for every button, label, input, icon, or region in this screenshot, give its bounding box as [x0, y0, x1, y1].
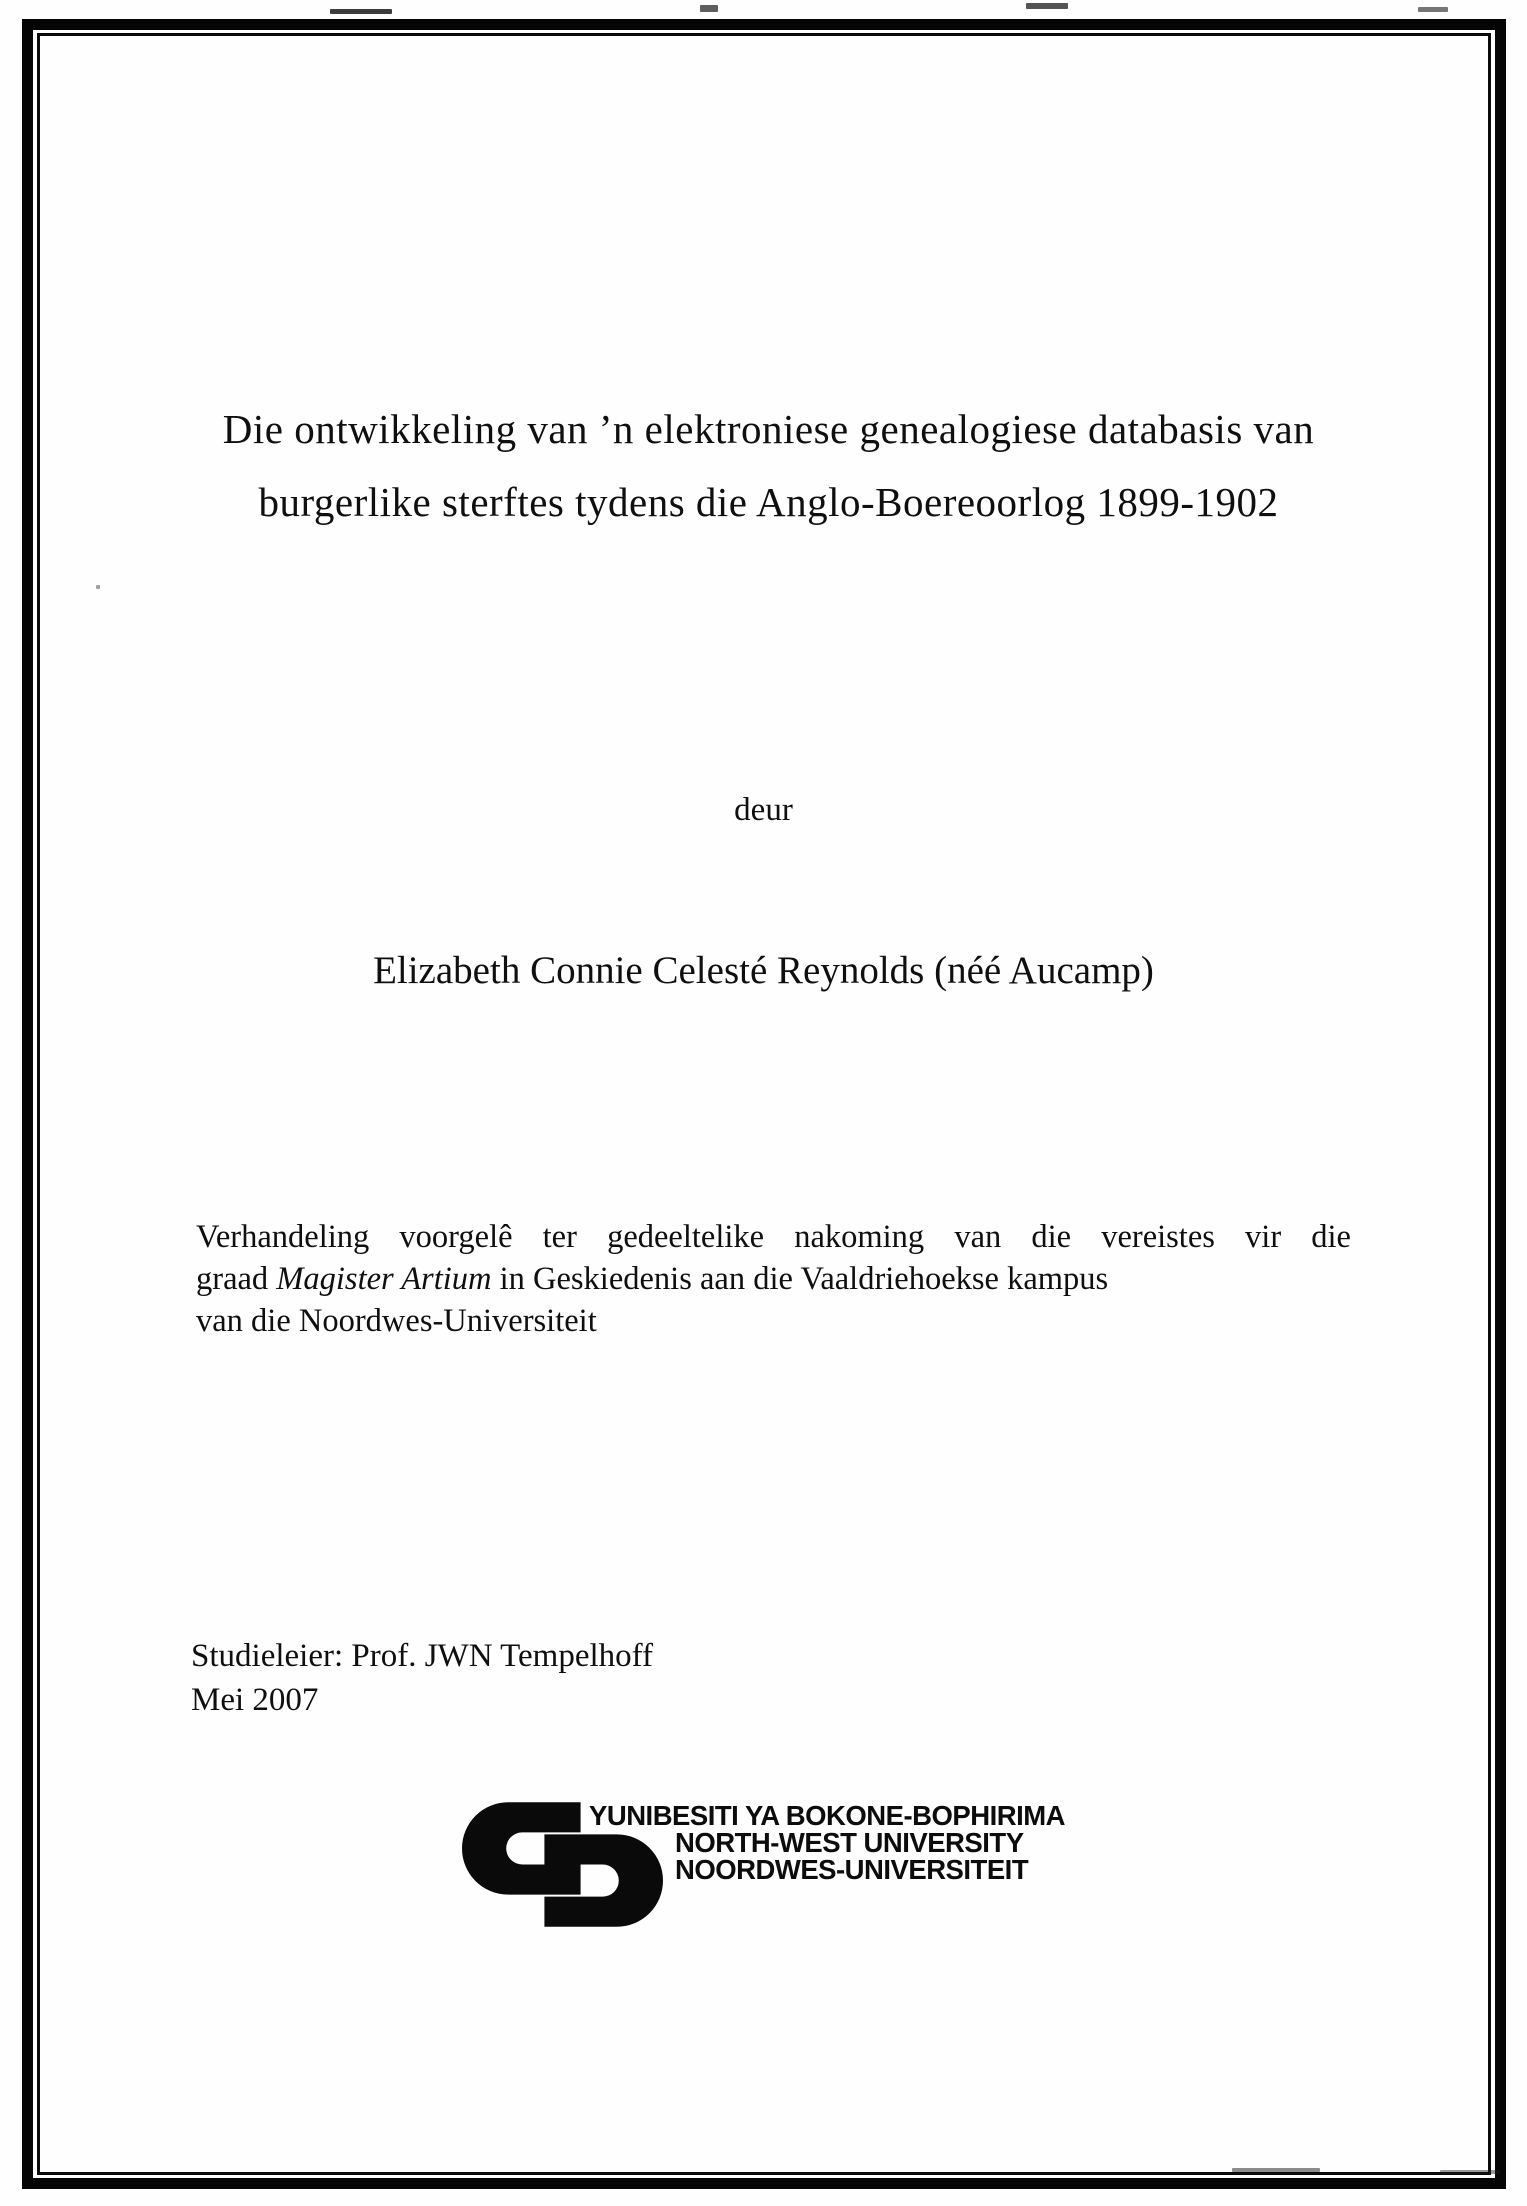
university-name-setswana: YUNIBESITI YA BOKONE-BOPHIRIMA	[589, 1800, 1065, 1831]
date-line: Mei 2007	[191, 1682, 319, 1718]
thesis-title-line1: Die ontwikkeling van ’n elektroniese genealogiese databasis van	[222, 406, 1315, 452]
scan-artifact	[1232, 2168, 1320, 2172]
statement-line3: van die Noordwes-Universiteit	[196, 1303, 597, 1339]
university-logo	[462, 1800, 1162, 1940]
university-name-afrikaans: NOORDWES-UNIVERSITEIT	[675, 1854, 1029, 1885]
degree-name: Magister Artium	[276, 1261, 492, 1297]
scan-artifact	[96, 585, 100, 589]
thesis-title-line2: burgerlike sterftes tydens die Anglo-Boereoorlog 1899-1902	[258, 479, 1279, 525]
scan-artifact	[1026, 3, 1068, 9]
statement-line1: Verhandeling voorgelê ter gedeeltelike nakoming van die vereistes vir die	[196, 1219, 1351, 1255]
statement-line2	[196, 1258, 1351, 1300]
submission-statement	[196, 1216, 1351, 1342]
author-name: Elizabeth Connie Celesté Reynolds (néé Aucamp)	[373, 949, 1154, 992]
thesis-title	[120, 393, 1417, 539]
scan-artifact	[1440, 2170, 1500, 2174]
byline-label: deur	[734, 792, 793, 828]
supervisor-line: Studieleier: Prof. JWN Tempelhoff	[191, 1638, 654, 1674]
statement-line2-suffix: in Geskiedenis aan die Vaaldriehoekse kampus	[491, 1261, 1109, 1297]
scan-artifact	[330, 9, 392, 14]
university-name-english: NORTH-WEST UNIVERSITY	[675, 1827, 1024, 1858]
university-wordmark	[589, 1802, 1065, 1883]
statement-line2-prefix: graad	[196, 1261, 277, 1297]
scan-artifact	[700, 5, 718, 12]
supervisor-block	[191, 1634, 653, 1722]
scan-artifact	[1418, 7, 1448, 12]
